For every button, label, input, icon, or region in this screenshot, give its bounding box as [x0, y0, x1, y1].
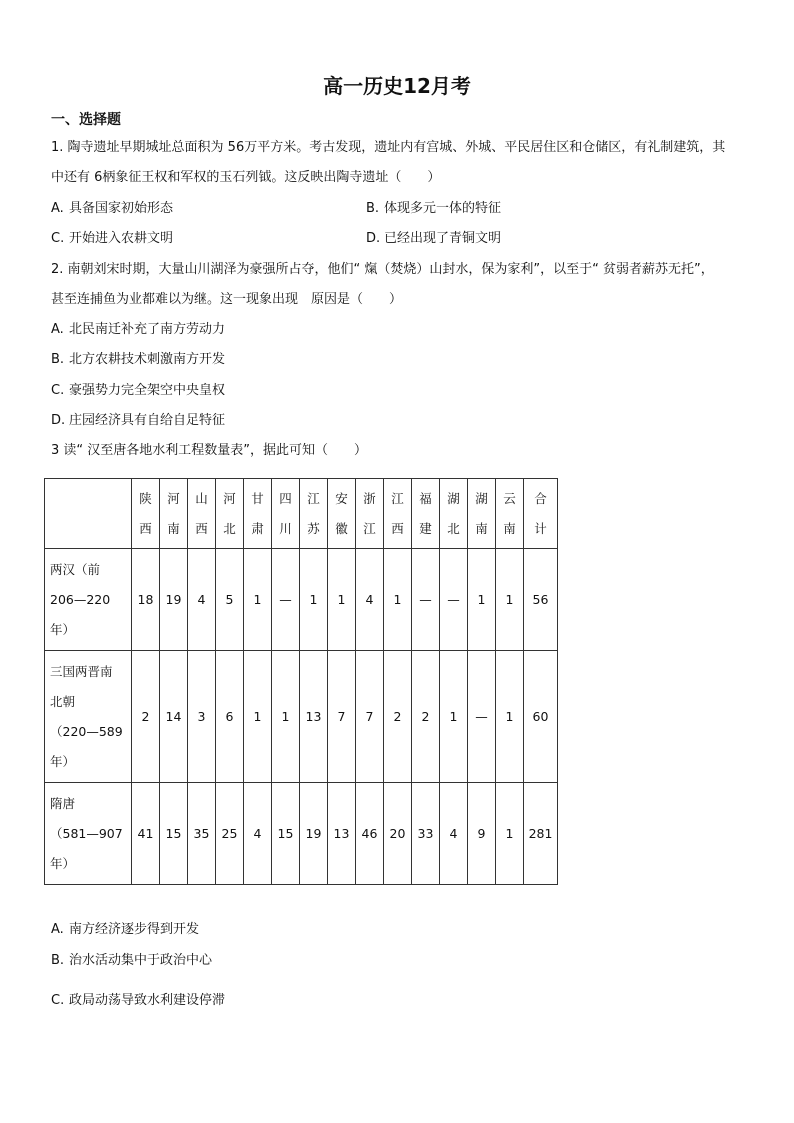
table-cell: 18	[132, 549, 160, 651]
column-header: 江 苏	[300, 479, 328, 549]
q2-stem-line2: 甚至连捕鱼为业都难以为继。这一现象出现 原因是（ ）	[51, 292, 403, 307]
table-cell: 19	[300, 783, 328, 885]
table-cell: 60	[524, 651, 558, 783]
water-project-table	[44, 478, 558, 885]
option-text: 具备国家初始形态	[69, 201, 174, 216]
option-text: 治水活动集中于政治中心	[69, 953, 213, 968]
table-cell: 2	[412, 651, 440, 783]
table-cell: 41	[132, 783, 160, 885]
period-cell: 三国两晋南 北朝 （220—589 年）	[45, 651, 132, 783]
q3-option-b	[51, 952, 212, 970]
table-cell: 1	[496, 651, 524, 783]
column-header: 福 建	[412, 479, 440, 549]
table-cell: —	[412, 549, 440, 651]
table-cell: 9	[468, 783, 496, 885]
table-cell: 25	[216, 783, 244, 885]
table-row	[45, 549, 558, 651]
table-cell: 1	[244, 651, 272, 783]
table-cell: 4	[356, 549, 384, 651]
option-text: 已经出现了青铜文明	[384, 231, 502, 246]
option-text: 体现多元一体的特征	[384, 201, 502, 216]
table-cell: 20	[384, 783, 412, 885]
q1-option-b	[366, 200, 501, 218]
table-cell: 5	[216, 549, 244, 651]
page-title: 高一历史12月考	[323, 74, 471, 98]
column-header: 四 川	[272, 479, 300, 549]
option-letter: B.	[51, 953, 65, 968]
table-cell: 7	[328, 651, 356, 783]
table-cell: 15	[272, 783, 300, 885]
option-letter: C.	[51, 383, 65, 398]
option-letter: C.	[51, 993, 65, 1008]
option-letter: A.	[51, 922, 64, 937]
option-letter: A.	[51, 201, 64, 216]
option-text: 庄园经济具有自给自足特征	[69, 413, 226, 428]
option-text: 北民南迁补充了南方劳动力	[69, 322, 226, 337]
option-text: 北方农耕技术刺激南方开发	[69, 352, 226, 367]
table-cell: 46	[356, 783, 384, 885]
option-text: 政局动荡导致水利建设停滞	[69, 993, 226, 1008]
table-cell: 35	[188, 783, 216, 885]
table-cell: 13	[300, 651, 328, 783]
q1-option-d	[366, 230, 501, 248]
table-cell: 33	[412, 783, 440, 885]
q1-stem-line2: 中还有 6柄象征王权和军权的玉石列钺。这反映出陶寺遗址（ ）	[51, 170, 441, 185]
option-letter: A.	[51, 322, 64, 337]
table-cell: 14	[160, 651, 188, 783]
table-cell: 1	[244, 549, 272, 651]
column-header: 山 西	[188, 479, 216, 549]
column-header: 河 南	[160, 479, 188, 549]
table-cell: 1	[496, 783, 524, 885]
option-letter: B.	[366, 201, 380, 216]
column-header: 甘 肃	[244, 479, 272, 549]
column-header: 湖 南	[468, 479, 496, 549]
column-header: 陕 西	[132, 479, 160, 549]
table-cell: 1	[384, 549, 412, 651]
table-cell: —	[272, 549, 300, 651]
table-cell: —	[440, 549, 468, 651]
q1-stem-line1: 1. 陶寺遗址早期城址总面积为 56万平方米。考古发现，遗址内有宫城、外城、平民居住区和仓储区，有礼制建筑，其	[51, 140, 726, 155]
table-cell: 4	[440, 783, 468, 885]
column-header: 江 西	[384, 479, 412, 549]
q2-option-c	[51, 382, 225, 400]
q2-option-d	[51, 412, 225, 430]
table-corner-cell	[45, 479, 132, 549]
option-letter: D.	[366, 231, 381, 246]
q1-option-c	[51, 230, 173, 248]
table-cell: 13	[328, 783, 356, 885]
q2-stem-line1: 2. 南朝刘宋时期，大量山川湖泽为豪强所占夺，他们“ 熂（焚烧）山封水，保为家利”，以至于“ 贫弱者薪苏无托”，	[51, 262, 714, 277]
table-cell: 2	[132, 651, 160, 783]
period-cell: 隋唐 （581—907 年）	[45, 783, 132, 885]
q3-option-a	[51, 921, 199, 939]
column-header: 安 徽	[328, 479, 356, 549]
column-header: 河 北	[216, 479, 244, 549]
table-cell: 1	[328, 549, 356, 651]
q3-option-c	[51, 992, 225, 1010]
table-cell: 1	[440, 651, 468, 783]
option-letter: C.	[51, 231, 65, 246]
table-header-row	[45, 479, 558, 549]
section-heading: 一、选择题	[51, 112, 121, 128]
table-row	[45, 783, 558, 885]
table-cell: 3	[188, 651, 216, 783]
table-cell: 1	[496, 549, 524, 651]
table-cell: 15	[160, 783, 188, 885]
table-cell: 281	[524, 783, 558, 885]
q2-option-a	[51, 321, 225, 339]
option-letter: D.	[51, 413, 66, 428]
column-header: 湖 北	[440, 479, 468, 549]
table-cell: 4	[188, 549, 216, 651]
table-cell: 1	[300, 549, 328, 651]
table-cell: 19	[160, 549, 188, 651]
table-cell: 4	[244, 783, 272, 885]
option-text: 南方经济逐步得到开发	[69, 922, 200, 937]
table-row	[45, 651, 558, 783]
q3-stem-line1: 3 读“ 汉至唐各地水利工程数量表”，据此可知（ ）	[51, 443, 368, 458]
table-cell: 56	[524, 549, 558, 651]
table-cell: 7	[356, 651, 384, 783]
period-cell: 两汉（前 206—220 年）	[45, 549, 132, 651]
option-text: 豪强势力完全架空中央皇权	[69, 383, 226, 398]
q2-option-b	[51, 351, 225, 369]
column-header: 浙 江	[356, 479, 384, 549]
table-cell: 1	[272, 651, 300, 783]
option-letter: B.	[51, 352, 65, 367]
table-cell: —	[468, 651, 496, 783]
table-cell: 1	[468, 549, 496, 651]
table-cell: 2	[384, 651, 412, 783]
option-text: 开始进入农耕文明	[69, 231, 174, 246]
q1-option-a	[51, 200, 173, 218]
column-header: 云 南	[496, 479, 524, 549]
table-cell: 6	[216, 651, 244, 783]
column-header: 合 计	[524, 479, 558, 549]
